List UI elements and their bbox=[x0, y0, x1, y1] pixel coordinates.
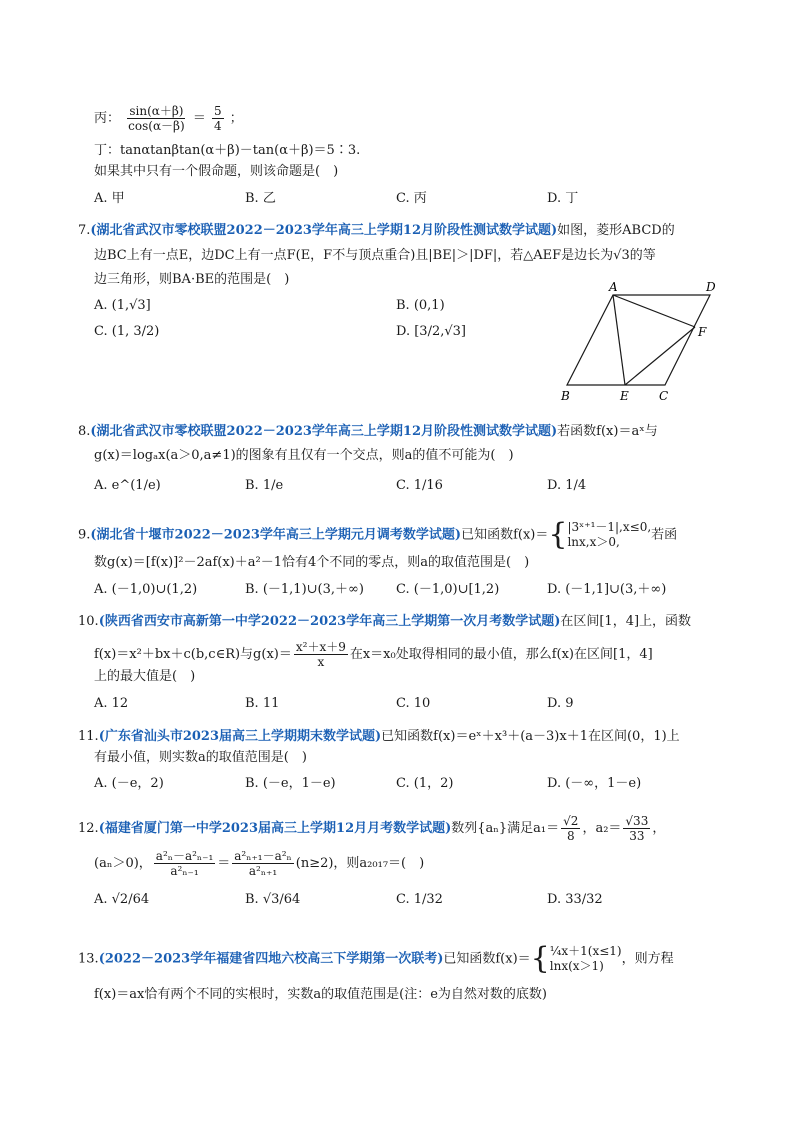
q12-line1 bbox=[78, 814, 665, 843]
q10-frac-den: x bbox=[317, 655, 325, 669]
q12-option-a: A. √2/64 bbox=[94, 892, 150, 907]
q11-option-d: D. (－∞，1－e) bbox=[547, 776, 642, 791]
q9-option-a: A. (－1,0)∪(1,2) bbox=[94, 582, 198, 597]
q8-option-a: A. e^(1/e) bbox=[94, 478, 161, 493]
q12-rhs-fraction bbox=[232, 849, 293, 878]
top-option-d: D. 丁 bbox=[547, 191, 579, 206]
q8-number: 8. bbox=[78, 424, 91, 439]
q10-source: (陕西省西安市高新第一中学2022－2023学年高三上学期第一次月考数学试题) bbox=[98, 614, 561, 629]
label-f: F bbox=[698, 325, 707, 339]
q9-line1 bbox=[78, 517, 678, 552]
q8-line2: g(x)＝logₐx(a＞0,a≠1)的图象有且仅有一个交点，则a的值不可能为( ) bbox=[94, 448, 514, 463]
q12-rhs-den: a²ₙ₊₁ bbox=[248, 864, 278, 878]
q9-option-d: D. (－1,1]∪(3,＋∞) bbox=[547, 582, 667, 597]
q12-a2-fraction bbox=[623, 814, 650, 843]
rhombus-figure bbox=[555, 280, 730, 405]
q12-a1-num: √2 bbox=[563, 814, 579, 828]
q12-line2 bbox=[94, 849, 424, 878]
q12-text-2: ，a₂＝ bbox=[582, 821, 622, 836]
bing-numerator: sin(α＋β) bbox=[129, 104, 184, 118]
q12-text-5: (n≥2)，则a₂₀₁₇＝( ) bbox=[295, 856, 425, 871]
q7-option-c: C. (1, 3/2) bbox=[94, 324, 160, 339]
q12-lhs-den: a²ₙ₋₁ bbox=[170, 864, 199, 878]
q7-line3: 边三角形，则BA·BE的范围是( ) bbox=[94, 272, 290, 287]
q8-text-1: 若函数f(x)＝aˣ与 bbox=[557, 424, 658, 439]
q10-line1 bbox=[78, 612, 691, 632]
q9-case-1: |3ˣ⁺¹－1|,x≤0, bbox=[567, 520, 652, 534]
segment-af bbox=[613, 295, 695, 327]
bing-ratio-num: 5 bbox=[213, 104, 222, 118]
q11-option-c: C. (1，2) bbox=[396, 776, 454, 791]
q10-line2 bbox=[94, 640, 653, 669]
q12-text-3: ， bbox=[652, 821, 666, 836]
q7-option-b: B. (0,1) bbox=[396, 298, 445, 313]
q12-a1-fraction bbox=[561, 814, 580, 843]
q7-source: (湖北省武汉市零校联盟2022－2023学年高三上学期12月阶段性测试数学试题) bbox=[90, 223, 558, 238]
q13-source: (2022－2023学年福建省四地六校高三下学期第一次联考) bbox=[98, 951, 444, 967]
q8-source: (湖北省武汉市零校联盟2022－2023学年高三上学期12月阶段性测试数学试题) bbox=[90, 424, 558, 439]
q13-case-2: lnx(x＞1) bbox=[549, 959, 604, 973]
q10-text-1: 在区间[1，4]上，函数 bbox=[560, 614, 692, 629]
q9-case-2: lnx,x＞0, bbox=[567, 535, 620, 549]
q10-option-b: B. 11 bbox=[245, 696, 280, 711]
q12-a2-num: √33 bbox=[625, 814, 649, 828]
q11-number: 11. bbox=[78, 729, 99, 744]
q10-text-2: f(x)＝x²＋bx＋c(b,c∈R)与g(x)＝ bbox=[94, 647, 292, 662]
q10-number: 10. bbox=[78, 614, 99, 629]
q7-line2: 边BC上有一点E，边DC上有一点F(E，F不与顶点重合)且|BE|＞|DF|，若△AEF是边长为√3的等 bbox=[94, 248, 656, 263]
label-b: B bbox=[561, 389, 570, 403]
bing-denominator: cos(α－β) bbox=[128, 119, 185, 133]
q8-line1 bbox=[78, 422, 658, 442]
q10-text-3: 在x＝x₀处取得相同的最小值，那么f(x)在区间[1，4] bbox=[349, 647, 653, 662]
q7-option-d: D. [3/2,√3] bbox=[396, 324, 466, 339]
segment-ef bbox=[625, 327, 695, 385]
top-option-a: A. 甲 bbox=[94, 191, 125, 206]
q9-option-c: C. (－1,0)∪[1,2) bbox=[396, 582, 500, 597]
q8-option-d: D. 1/4 bbox=[547, 478, 587, 493]
q11-text-1: 已知函数f(x)＝eˣ＋x³＋(a－3)x＋1在区间(0，1)上 bbox=[381, 729, 680, 744]
q9-cases bbox=[567, 520, 651, 550]
q12-a2-den: 33 bbox=[629, 829, 645, 843]
q12-lhs-fraction bbox=[154, 849, 215, 878]
segment-ae bbox=[613, 295, 625, 385]
q10-fraction bbox=[294, 640, 348, 669]
q12-rhs-num: a²ₙ₊₁－a²ₙ bbox=[234, 849, 292, 863]
q7-text-1: 如图，菱形ABCD的 bbox=[557, 223, 675, 238]
q10-option-a: A. 12 bbox=[94, 696, 129, 711]
q12-a1-den: 8 bbox=[566, 829, 575, 843]
statement-bing bbox=[94, 104, 243, 133]
q9-brace: { bbox=[548, 517, 568, 552]
q12-text-1: 数列{aₙ}满足a₁＝ bbox=[451, 821, 560, 836]
label-e: E bbox=[620, 389, 629, 403]
q13-text-1: 已知函数f(x)＝ bbox=[443, 951, 531, 967]
q13-number: 13. bbox=[78, 951, 99, 967]
q12-text-4: (aₙ＞0)， bbox=[94, 856, 152, 871]
bing-ratio bbox=[212, 104, 224, 133]
label-c: C bbox=[659, 389, 669, 403]
q12-equals: ＝ bbox=[217, 856, 231, 871]
label-a: A bbox=[609, 280, 618, 294]
q13-brace: { bbox=[530, 941, 550, 976]
top-option-b: B. 乙 bbox=[245, 191, 276, 206]
q11-line1 bbox=[78, 727, 680, 747]
q9-text-1: 已知函数f(x)＝ bbox=[461, 527, 549, 543]
q10-option-c: C. 10 bbox=[396, 696, 431, 711]
q10-frac-num: x²＋x＋9 bbox=[295, 640, 346, 654]
q7-line1 bbox=[78, 221, 675, 241]
q13-line2: f(x)＝ax恰有两个不同的实根时，实数a的取值范围是(注：e为自然对数的底数) bbox=[94, 987, 547, 1002]
q9-text-2: 若函 bbox=[651, 527, 678, 543]
q11-source: (广东省汕头市2023届高三上学期期末数学试题) bbox=[98, 729, 382, 744]
q8-option-c: C. 1/16 bbox=[396, 478, 443, 493]
q13-case-1: ¼x＋1(x≤1) bbox=[549, 944, 622, 958]
statement-ding: 丁：tanαtanβtan(α＋β)－tan(α＋β)＝5∶3. bbox=[94, 143, 361, 158]
q9-line2: 数g(x)＝[f(x)]²－2af(x)＋a²－1恰有4个不同的零点，则a的取值范围是( ) bbox=[94, 555, 530, 570]
q11-line2: 有最小值，则实数a的取值范围是( ) bbox=[94, 750, 307, 765]
q13-text-2: ，则方程 bbox=[621, 951, 674, 967]
bing-ratio-den: 4 bbox=[213, 119, 222, 133]
q7-number: 7. bbox=[78, 223, 91, 238]
q9-option-b: B. (－1,1)∪(3,＋∞) bbox=[245, 582, 364, 597]
top-option-c: C. 丙 bbox=[396, 191, 427, 206]
q9-number: 9. bbox=[78, 527, 91, 543]
q8-option-b: B. 1/e bbox=[245, 478, 284, 493]
q10-option-d: D. 9 bbox=[547, 696, 574, 711]
q11-option-b: B. (－e，1－e) bbox=[245, 776, 336, 791]
bing-end: ； bbox=[229, 111, 243, 126]
q7-option-a: A. (1,√3] bbox=[94, 298, 151, 313]
q12-source: (福建省厦门第一中学2023届高三上学期12月月考数学试题) bbox=[98, 821, 452, 836]
q9-source: (湖北省十堰市2022－2023学年高三上学期元月调考数学试题) bbox=[90, 527, 462, 543]
q12-number: 12. bbox=[78, 821, 99, 836]
q12-lhs-num: a²ₙ－a²ₙ₋₁ bbox=[155, 849, 214, 863]
q12-option-c: C. 1/32 bbox=[396, 892, 443, 907]
bing-fraction bbox=[126, 104, 187, 133]
rhombus-abcd bbox=[567, 295, 710, 385]
q13-line1 bbox=[78, 941, 674, 976]
q13-cases bbox=[550, 944, 622, 974]
q11-option-a: A. (－e，2) bbox=[94, 776, 164, 791]
bing-equals: ＝ bbox=[192, 111, 206, 126]
q12-option-d: D. 33/32 bbox=[547, 892, 603, 907]
label-d: D bbox=[706, 280, 716, 294]
q12-option-b: B. √3/64 bbox=[245, 892, 301, 907]
q10-line3: 上的最大值是( ) bbox=[94, 669, 196, 684]
top-question: 如果其中只有一个假命题，则该命题是( ) bbox=[94, 164, 339, 179]
bing-label: 丙： bbox=[94, 111, 121, 126]
